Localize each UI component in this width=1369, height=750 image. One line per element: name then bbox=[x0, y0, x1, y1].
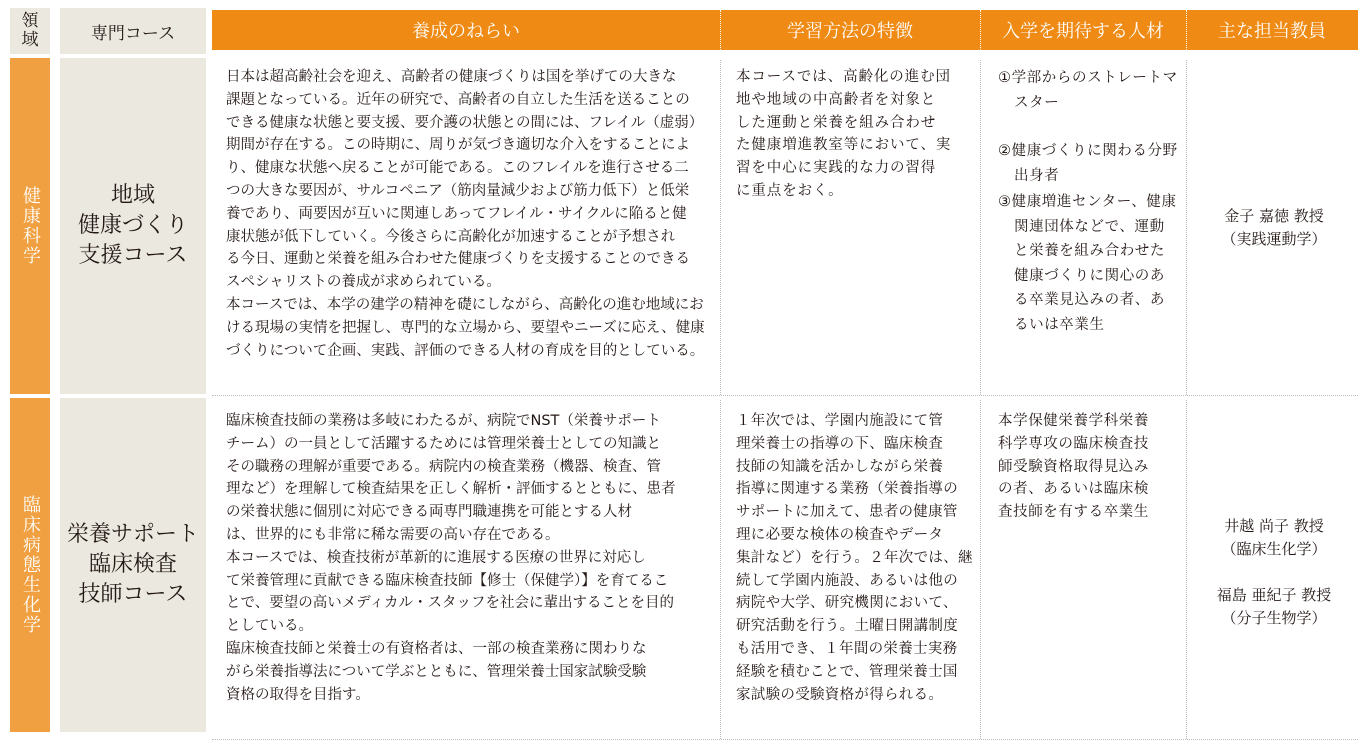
row2-staff: 井越 尚子 教授 （臨床生化学） 福島 亜紀子 教授 （分子生物学） bbox=[1216, 517, 1332, 627]
column-divider bbox=[1186, 400, 1187, 739]
header-domain-cell bbox=[10, 8, 50, 54]
row1-course-name: 地域 健康づくり 支援コース bbox=[77, 183, 188, 268]
column-divider bbox=[980, 60, 981, 395]
row1-method-text: 本コースでは、高齢化の進む団 地や地域の中高齢者を対象と した運動と栄養を組み合わせ た健康増進教室等において、実 習を中心に実践的な力の習得 に重点をおく。 bbox=[736, 69, 952, 199]
header-staff: 主な担当教員 bbox=[1218, 21, 1326, 42]
row2-domain-cell bbox=[10, 398, 50, 732]
row1-domain-label: 健康科学 bbox=[20, 186, 41, 266]
row1-course-cell bbox=[60, 58, 206, 394]
row2-course-cell bbox=[60, 398, 206, 732]
row2-domain-label: 臨床病態生化学 bbox=[20, 495, 41, 635]
header-course-label: 専門コース bbox=[90, 23, 176, 44]
row1-aim-text: 日本は超高齢社会を迎え、高齢者の健康づくりは国を挙げての大きな 課題となっている。近年の研究で、高齢者の自立した生活を送ることの できる健康な状態と要支援、要介護の状態との間には、フレイル（虚弱） 期間が存在する。この時期に、周りが気づき適切な介入をすることによ り、健康な状態へ戻ることが可能である。このフレイルを進行させる二 つの大きな要因が、サルコペニア（筋肉量減少および筋力低下）と低栄 養であり、両要因が互いに関連しあってフレイル・サイクルに陥ると健 康状態が低下していく。今後さらに高齢化が加速することが予想され る今日、運動と栄養を組み合わせた健康づくりを支援することのできる スペシャリストの養成が求められている。 本コースでは、本学の建学の精神を礎にしながら、高齢化の進む地域にお ける現場の実情を把握し、専門的な立場から、要望やニーズに応え、健康 づくりについて企画、実践、評価のできる人材の育成を目的としている。 bbox=[226, 69, 705, 359]
row2-course-name: 栄養サポート 臨床検査 技師コース bbox=[66, 522, 199, 607]
row2-applicants-text: 本学保健栄養学科栄養 科学専攻の臨床検査技 師受験資格取得見込み の者、あるいは臨床検 査技師を有する卒業生 bbox=[998, 413, 1149, 521]
row1-applicants bbox=[998, 66, 1178, 337]
column-divider bbox=[980, 400, 981, 739]
column-divider bbox=[720, 60, 721, 395]
applicant-item: ③健康増進センター、健康関連団体などで、運動と栄養を組み合わせた健康づくりに関心のある卒業見込みの者、あるいは卒業生 bbox=[998, 194, 1177, 333]
row1-staff: 金子 嘉徳 教授 （実践運動学） bbox=[1221, 207, 1327, 248]
applicant-item: ②健康づくりに関わる分野出身者 bbox=[998, 143, 1178, 184]
row2-method-text: １年次では、学園内施設にて管 理栄養士の指導の下、臨床検査 技師の知識を活かしながら栄養 指導に関連する業務（栄養指導の サポートに加えて、患者の健康管 理に必要な検体の検査やデータ 集計など）を行う。２年次では、継 続して学園内施設、あるいは他の 病院や大学、研究機関において、 研究活動を行う。土曜日開講制度 も活用でき、１年間の栄養士実務 経験を積むことで、管理栄養士国 家試験の受験資格が得られる。 bbox=[736, 413, 973, 703]
header-bar bbox=[212, 10, 1358, 50]
header-course-cell bbox=[60, 8, 206, 54]
header-applicants: 入学を期待する人材 bbox=[1002, 21, 1164, 42]
applicant-item: ①学部からのストレートマスター bbox=[998, 70, 1178, 111]
header-method: 学習方法の特徴 bbox=[787, 21, 913, 42]
header-domain-label: 領 域 bbox=[21, 11, 39, 50]
column-divider bbox=[1186, 60, 1187, 395]
row-divider bbox=[212, 395, 1358, 396]
row1-domain-cell bbox=[10, 58, 50, 394]
column-divider bbox=[720, 400, 721, 739]
header-aim: 養成のねらい bbox=[412, 21, 520, 42]
table-bottom-line bbox=[212, 739, 1358, 740]
row2-aim-text: 臨床検査技師の業務は多岐にわたるが、病院でNST（栄養サポート チーム）の一員として活躍するためには管理栄養士としての知識と その職務の理解が重要である。病院内の検査業務（機器、検査、管 理など）を理解して検査結果を正しく解析・評価するとともに、患者 の栄養状態に個別に対応できる両専門職連携を可能とする人材 は、世界的にも非常に稀な需要の高い存在である。 本コースでは、検査技術が革新的に進展する医療の世界に対応し て栄養管理に貢献できる臨床検査技師【修士（保健学）】を育てるこ とで、要望の高いメディカル・スタッフを社会に輩出することを目的 としている。 臨床検査技師と栄養士の有資格者は、一部の検査業務に関わりな がら栄養指導法について学ぶとともに、管理栄養士国家試験受験 資格の取得を目指す。 bbox=[226, 413, 676, 703]
